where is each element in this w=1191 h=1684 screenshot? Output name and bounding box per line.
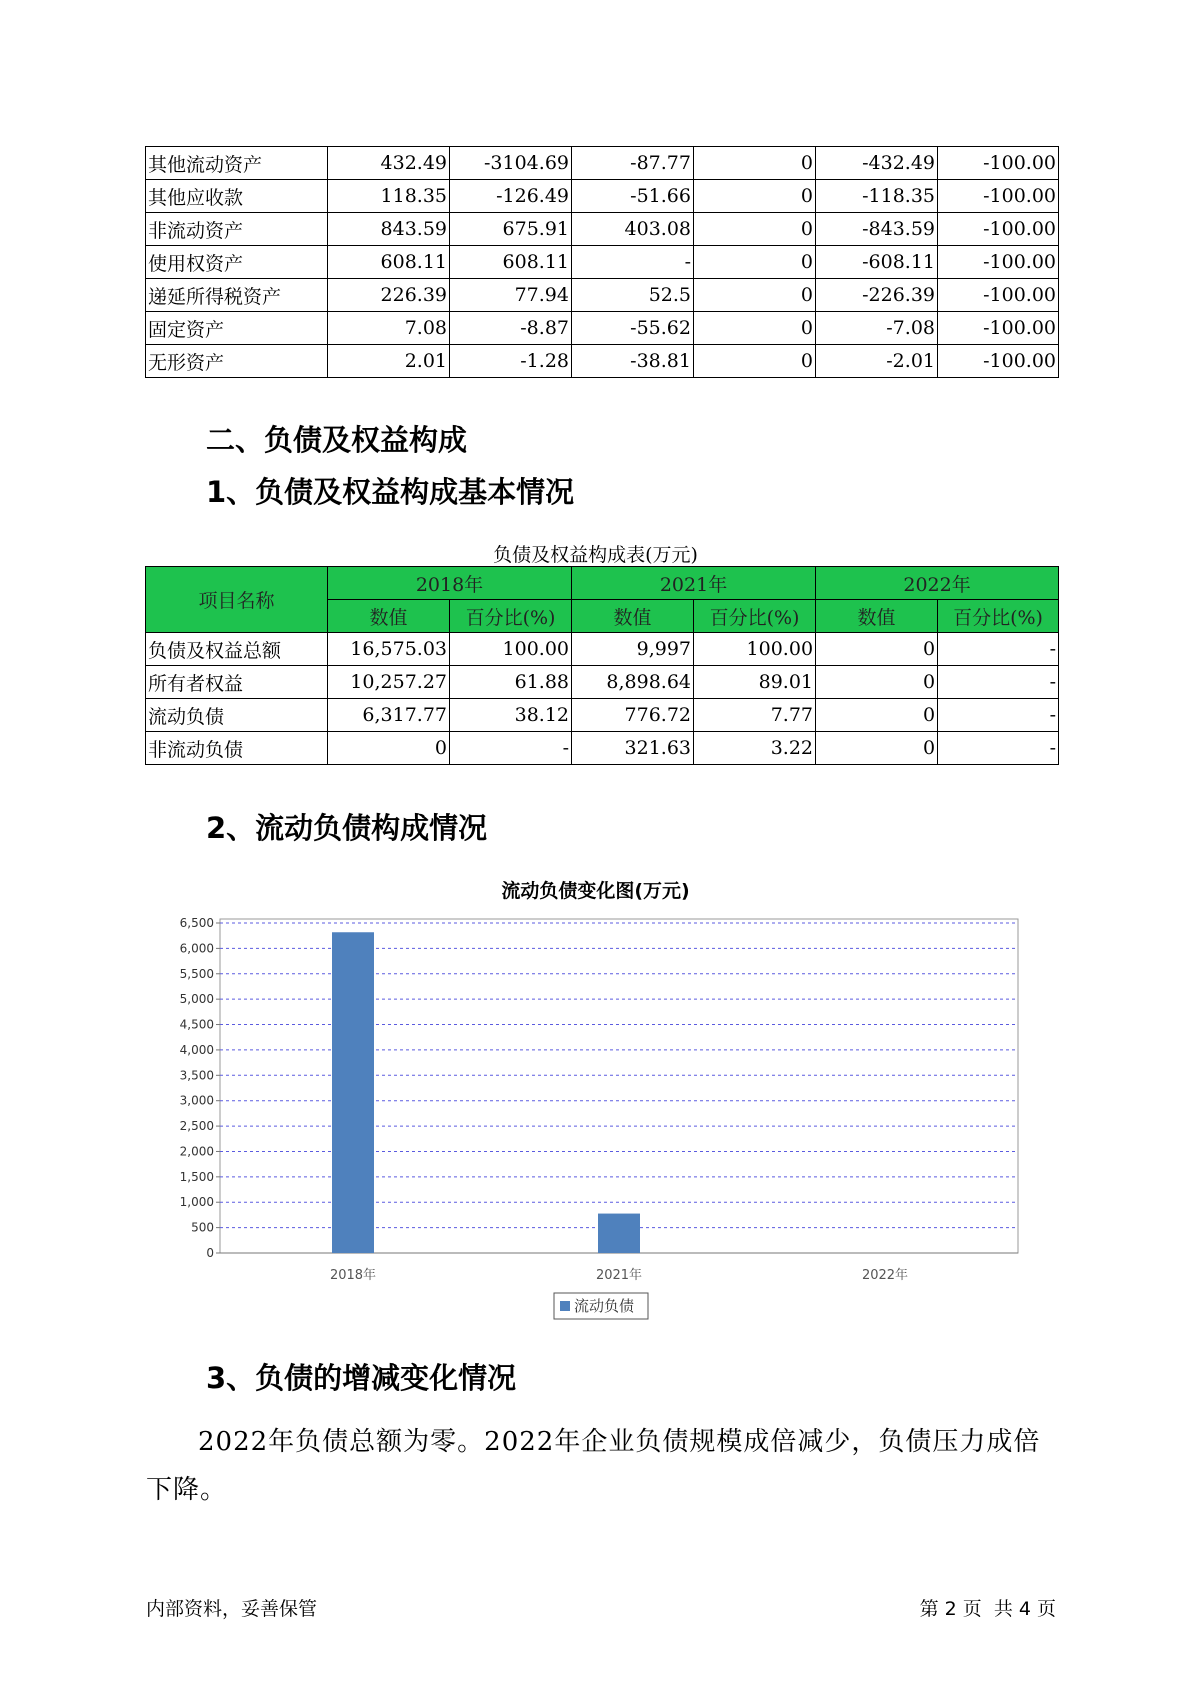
row-value: 0 xyxy=(328,732,450,765)
row-label: 使用权资产 xyxy=(146,246,328,279)
y-tick-label: 4,500 xyxy=(179,1017,214,1032)
row-value: -7.08 xyxy=(816,312,938,345)
row-value: - xyxy=(938,699,1059,732)
header-item-name: 项目名称 xyxy=(146,567,328,633)
header-value: 数值 xyxy=(328,600,450,633)
y-tick-label: 5,500 xyxy=(179,966,214,981)
row-value: 52.5 xyxy=(572,279,694,312)
summary-paragraph: 2022年负债总额为零。2022年企业负债规模成倍减少，负债压力成倍下降。 xyxy=(146,1427,1041,1505)
row-value: -100.00 xyxy=(938,312,1059,345)
row-value: 0 xyxy=(694,345,816,378)
row-value: 608.11 xyxy=(450,246,572,279)
table-row xyxy=(146,633,1059,666)
row-value: 10,257.27 xyxy=(328,666,450,699)
table-row xyxy=(146,312,1059,345)
row-value: -1.28 xyxy=(450,345,572,378)
row-value: 0 xyxy=(816,633,938,666)
y-tick-label: 2,000 xyxy=(179,1144,214,1159)
row-value: -38.81 xyxy=(572,345,694,378)
row-value: 16,575.03 xyxy=(328,633,450,666)
row-label: 非流动负债 xyxy=(146,732,328,765)
row-value: -432.49 xyxy=(816,147,938,180)
table-row xyxy=(146,213,1059,246)
row-value: 432.49 xyxy=(328,147,450,180)
table-row xyxy=(146,699,1059,732)
bar xyxy=(598,1214,640,1253)
section-heading: 二、负债及权益构成 xyxy=(206,423,468,457)
row-value: 0 xyxy=(816,666,938,699)
row-value: -100.00 xyxy=(938,147,1059,180)
y-tick-label: 3,500 xyxy=(179,1068,214,1083)
row-value: 675.91 xyxy=(450,213,572,246)
row-value: -100.00 xyxy=(938,345,1059,378)
row-value: -843.59 xyxy=(816,213,938,246)
header-percent: 百分比(%) xyxy=(938,600,1059,633)
chart-title: 流动负债变化图(万元) xyxy=(501,880,690,902)
current-liabilities-bar-chart xyxy=(160,905,1020,1325)
row-value: -100.00 xyxy=(938,246,1059,279)
legend-swatch xyxy=(560,1301,570,1311)
table-row xyxy=(146,666,1059,699)
row-value: -8.87 xyxy=(450,312,572,345)
liability-equity-table xyxy=(145,566,1059,765)
row-value: - xyxy=(938,666,1059,699)
row-value: 2.01 xyxy=(328,345,450,378)
table-row xyxy=(146,180,1059,213)
x-tick-label: 2018年 xyxy=(329,1268,377,1283)
asset-change-table xyxy=(145,146,1059,378)
row-value: - xyxy=(938,732,1059,765)
row-value: -55.62 xyxy=(572,312,694,345)
row-value: 6,317.77 xyxy=(328,699,450,732)
row-value: 843.59 xyxy=(328,213,450,246)
row-label: 递延所得税资产 xyxy=(146,279,328,312)
row-value: - xyxy=(450,732,572,765)
header-value: 数值 xyxy=(816,600,938,633)
row-label: 其他流动资产 xyxy=(146,147,328,180)
row-label: 非流动资产 xyxy=(146,213,328,246)
row-value: -100.00 xyxy=(938,180,1059,213)
row-value: 38.12 xyxy=(450,699,572,732)
row-value: -118.35 xyxy=(816,180,938,213)
row-value: 0 xyxy=(816,732,938,765)
row-value: 226.39 xyxy=(328,279,450,312)
legend-label: 流动负债 xyxy=(574,1297,635,1315)
row-value: -2.01 xyxy=(816,345,938,378)
row-value: 3.22 xyxy=(694,732,816,765)
footer-page-number: 第 2 页 共 4 页 xyxy=(919,1598,1056,1620)
row-value: 61.88 xyxy=(450,666,572,699)
row-value: -608.11 xyxy=(816,246,938,279)
subsection-heading-1: 1、负债及权益构成基本情况 xyxy=(206,475,575,509)
row-value: - xyxy=(938,633,1059,666)
row-value: 77.94 xyxy=(450,279,572,312)
footer-confidential: 内部资料，妥善保管 xyxy=(146,1598,318,1620)
header-value: 数值 xyxy=(572,600,694,633)
y-tick-label: 2,500 xyxy=(179,1119,214,1134)
liability-equity-table-body xyxy=(146,633,1059,765)
y-tick-label: 1,500 xyxy=(179,1169,214,1184)
row-value: 118.35 xyxy=(328,180,450,213)
row-value: 9,997 xyxy=(572,633,694,666)
y-tick-label: 0 xyxy=(206,1246,214,1260)
y-tick-label: 6,000 xyxy=(179,941,214,956)
row-value: 0 xyxy=(694,312,816,345)
row-value: 0 xyxy=(694,180,816,213)
table-row xyxy=(146,732,1059,765)
row-value: 0 xyxy=(694,246,816,279)
row-value: 100.00 xyxy=(450,633,572,666)
row-label: 流动负债 xyxy=(146,699,328,732)
row-value: -226.39 xyxy=(816,279,938,312)
subsection-heading-2: 2、流动负债构成情况 xyxy=(206,811,488,845)
row-value: - xyxy=(572,246,694,279)
row-value: 7.77 xyxy=(694,699,816,732)
row-value: 321.63 xyxy=(572,732,694,765)
y-tick-label: 4,000 xyxy=(179,1042,214,1057)
x-tick-label: 2022年 xyxy=(861,1268,909,1283)
header-year-2021: 2021年 xyxy=(572,567,816,600)
bar xyxy=(332,932,374,1253)
y-tick-label: 500 xyxy=(191,1220,214,1235)
table-row xyxy=(146,147,1059,180)
row-value: -126.49 xyxy=(450,180,572,213)
row-value: -3104.69 xyxy=(450,147,572,180)
row-value: 7.08 xyxy=(328,312,450,345)
row-value: 0 xyxy=(694,279,816,312)
header-percent: 百分比(%) xyxy=(450,600,572,633)
row-value: 403.08 xyxy=(572,213,694,246)
asset-change-table-body xyxy=(146,147,1059,378)
row-label: 负债及权益总额 xyxy=(146,633,328,666)
row-value: 776.72 xyxy=(572,699,694,732)
table-row xyxy=(146,279,1059,312)
header-year-2022: 2022年 xyxy=(816,567,1059,600)
header-year-2018: 2018年 xyxy=(328,567,572,600)
row-label: 固定资产 xyxy=(146,312,328,345)
y-tick-label: 5,000 xyxy=(179,992,214,1007)
row-value: -87.77 xyxy=(572,147,694,180)
row-label: 所有者权益 xyxy=(146,666,328,699)
row-label: 其他应收款 xyxy=(146,180,328,213)
row-value: -100.00 xyxy=(938,279,1059,312)
row-label: 无形资产 xyxy=(146,345,328,378)
row-value: -100.00 xyxy=(938,213,1059,246)
y-tick-label: 3,000 xyxy=(179,1093,214,1108)
table-row xyxy=(146,246,1059,279)
row-value: -51.66 xyxy=(572,180,694,213)
table-row xyxy=(146,345,1059,378)
y-tick-label: 6,500 xyxy=(179,916,214,930)
row-value: 8,898.64 xyxy=(572,666,694,699)
y-tick-label: 1,000 xyxy=(179,1195,214,1210)
row-value: 608.11 xyxy=(328,246,450,279)
row-value: 0 xyxy=(816,699,938,732)
subsection-heading-3: 3、负债的增减变化情况 xyxy=(206,1361,517,1395)
row-value: 0 xyxy=(694,213,816,246)
row-value: 89.01 xyxy=(694,666,816,699)
table-caption: 负债及权益构成表(万元) xyxy=(493,544,698,566)
row-value: 0 xyxy=(694,147,816,180)
row-value: 100.00 xyxy=(694,633,816,666)
header-percent: 百分比(%) xyxy=(694,600,816,633)
x-tick-label: 2021年 xyxy=(595,1268,643,1283)
